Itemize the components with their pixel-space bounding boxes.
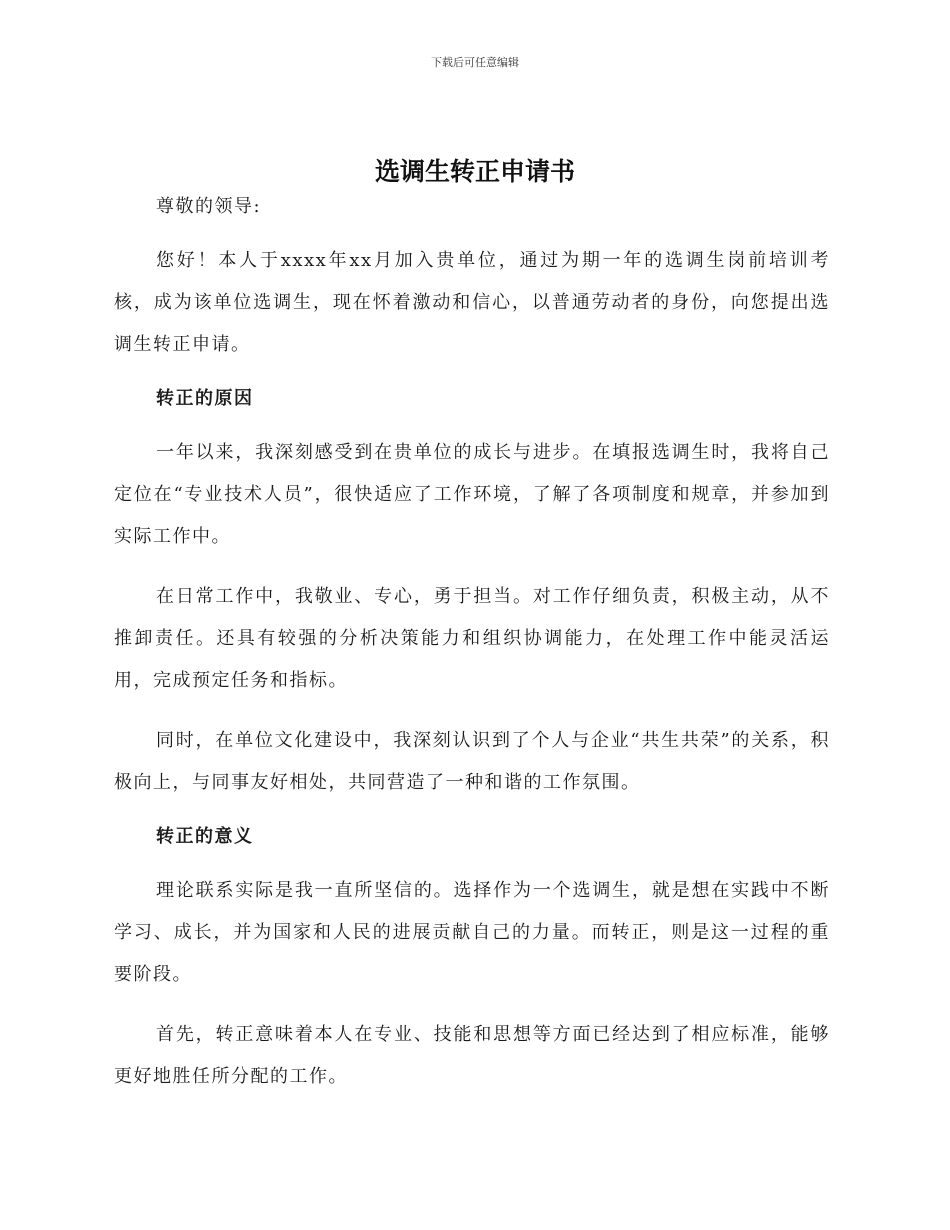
page-header-note: 下载后可任意编辑 (431, 56, 519, 69)
significance-paragraph-2: 首先，转正意味着本人在专业、技能和思想等方面已经达到了相应标准，能够更好地胜任所分配的工作。 (114, 1024, 830, 1087)
section-heading-significance: 转正的意义 (156, 826, 254, 847)
reasons-paragraph-1: 一年以来，我深刻感受到在贵单位的成长与进步。在填报选调生时，我将自己定位在“专业技术人员”，很快适应了工作环境，了解了各项制度和规章，并参加到实际工作中。 (114, 442, 830, 547)
section-heading-reasons: 转正的原因 (156, 388, 254, 409)
document-title: 选调生转正申请书 (374, 157, 575, 186)
significance-paragraph-1: 理论联系实际是我一直所坚信的。选择作为一个选调生，就是想在实践中不断学习、成长，并为国家和人民的进展贡献自己的力量。而转正，则是这一过程的重要阶段。 (114, 880, 830, 985)
reasons-paragraph-3: 同时，在单位文化建设中，我深刻认识到了个人与企业“共生共荣”的关系，积极向上，与同事友好相处，共同营造了一种和谐的工作氛围。 (114, 730, 830, 793)
document-body (114, 192, 830, 1116)
salutation: 尊敬的领导: (156, 196, 262, 217)
reasons-paragraph-2: 在日常工作中，我敬业、专心，勇于担当。对工作仔细负责，积极主动，从不推卸责任。还具有较强的分析决策能力和组织协调能力，在处理工作中能灵活运用，完成预定任务和指标。 (114, 586, 830, 691)
intro-paragraph: 您好！本人于xxxx年xx月加入贵单位，通过为期一年的选调生岗前培训考核，成为该单位选调生，现在怀着激动和信心，以普通劳动者的身份，向您提出选调生转正申请。 (114, 250, 830, 355)
